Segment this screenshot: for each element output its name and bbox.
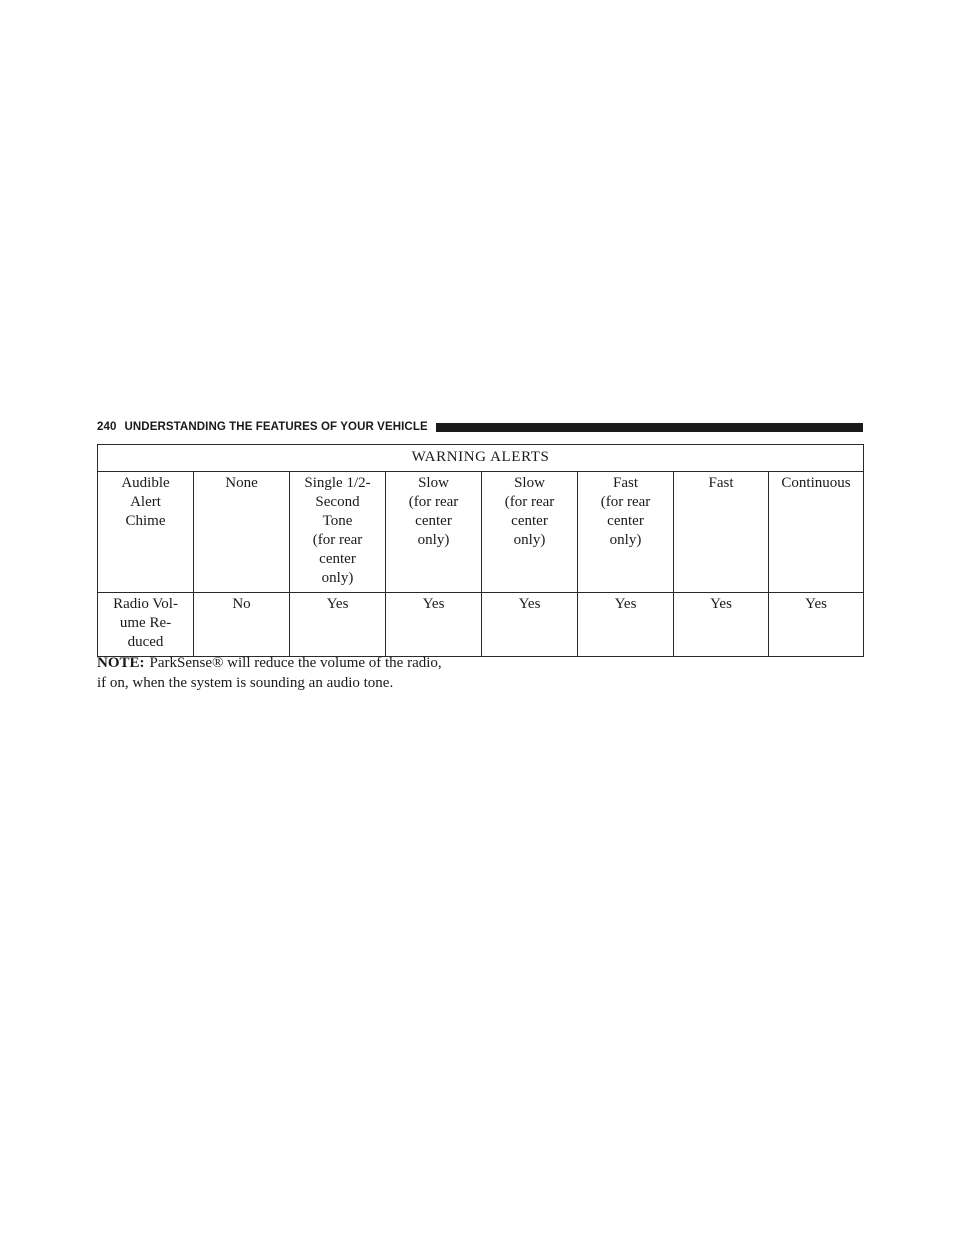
page-header [97,419,863,435]
note-line-1 [97,653,697,673]
table-cell: Slow (for rear center only) [482,472,578,593]
note-paragraph [97,653,697,693]
table-cell: Yes [674,593,769,657]
header-rule [436,423,863,432]
table-cell: Fast [674,472,769,593]
table-cell: Yes [482,593,578,657]
note-text: ParkSense® will reduce the volume of the radio, [149,655,442,671]
warning-alerts-table [97,444,864,657]
note-label: NOTE: [97,655,145,671]
section-title: UNDERSTANDING THE FEATURES OF YOUR VEHICLE [124,421,428,433]
table-row [98,472,864,593]
table-cell: No [194,593,290,657]
table-cell: Yes [386,593,482,657]
table-title: WARNING ALERTS [98,445,864,472]
page-number: 240 [97,421,117,433]
table-cell: Yes [769,593,864,657]
table-cell: Yes [578,593,674,657]
row-label-audible-alert-chime: Audible Alert Chime [98,472,194,593]
table-cell: Fast (for rear center only) [578,472,674,593]
table-title-row [98,445,864,472]
table-cell: None [194,472,290,593]
table-cell: Continuous [769,472,864,593]
table-cell: Single 1/2- Second Tone (for rear center only) [290,472,386,593]
row-label-radio-volume-reduced: Radio Vol- ume Re- duced [98,593,194,657]
note-line-2: if on, when the system is sounding an audio tone. [97,675,394,691]
table-row [98,593,864,657]
table-cell: Yes [290,593,386,657]
table-cell: Slow (for rear center only) [386,472,482,593]
